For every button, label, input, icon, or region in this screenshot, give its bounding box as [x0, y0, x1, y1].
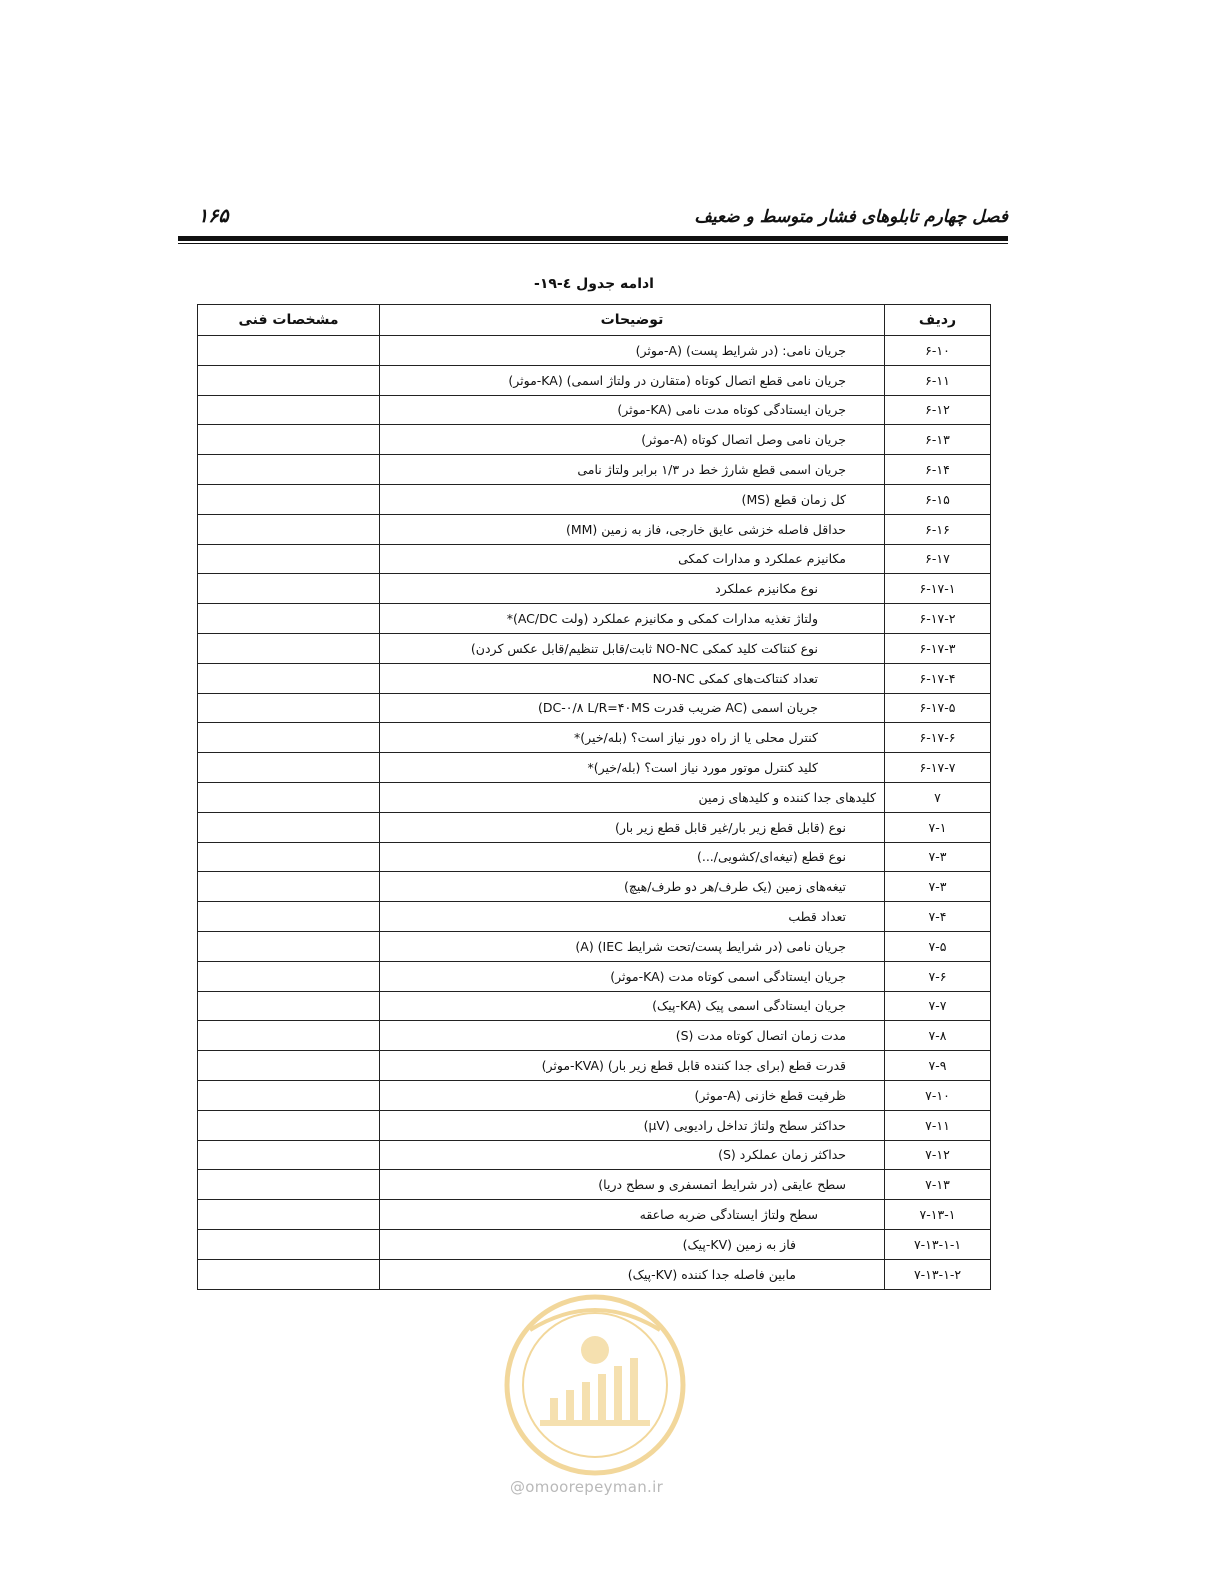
- table-row: [198, 1229, 991, 1259]
- row-number-cell: ۶-۱۰: [885, 336, 991, 366]
- table-row: [198, 663, 991, 693]
- technical-spec-cell[interactable]: [198, 604, 380, 634]
- table-row: [198, 544, 991, 574]
- technical-spec-cell[interactable]: [198, 336, 380, 366]
- description-cell: جریان اسمی قطع شارژ خط در ۱/۳ برابر ولتاژ نامی: [380, 455, 885, 485]
- page-number: ۱۶۵: [198, 205, 229, 227]
- table-row: [198, 633, 991, 663]
- row-number-cell: ۷-۱۳-۱: [885, 1200, 991, 1230]
- technical-spec-cell[interactable]: [198, 1021, 380, 1051]
- technical-spec-cell[interactable]: [198, 1229, 380, 1259]
- table-row: [198, 484, 991, 514]
- description-cell: حداکثر زمان عملکرد (S): [380, 1140, 885, 1170]
- technical-spec-cell[interactable]: [198, 514, 380, 544]
- description-cell: سطح عایقی (در شرایط اتمسفری و سطح دریا): [380, 1170, 885, 1200]
- technical-spec-cell[interactable]: [198, 1140, 380, 1170]
- row-number-cell: ۷-۳: [885, 842, 991, 872]
- row-number-cell: ۷-۸: [885, 1021, 991, 1051]
- technical-spec-cell[interactable]: [198, 872, 380, 902]
- header-rule-thin: [178, 243, 1008, 244]
- technical-spec-cell[interactable]: [198, 1170, 380, 1200]
- technical-spec-cell[interactable]: [198, 425, 380, 455]
- technical-spec-cell[interactable]: [198, 961, 380, 991]
- description-cell: جریان اسمی (AC ضریب قدرت DC-۰/۸ L/R=۴۰MS): [380, 693, 885, 723]
- description-cell: مابین فاصله جدا کننده (KV-پیک): [380, 1259, 885, 1289]
- header-rule: [178, 236, 1008, 241]
- header-technical-spec: مشخصات فنی: [198, 305, 380, 336]
- description-cell: تیغه‌های زمین (یک طرف/هر دو طرف/هیچ): [380, 872, 885, 902]
- table-header-row: [198, 305, 991, 336]
- table-row: [198, 931, 991, 961]
- description-cell: کنترل محلی یا از راه دور نیاز است؟ (بله/خیر)*: [380, 723, 885, 753]
- technical-spec-cell[interactable]: [198, 1080, 380, 1110]
- description-cell: جریان نامی وصل اتصال کوتاه (A-موثر): [380, 425, 885, 455]
- description-cell: سطح ولتاژ ایستادگی ضربه صاعقه: [380, 1200, 885, 1230]
- table-row: [198, 842, 991, 872]
- technical-spec-cell[interactable]: [198, 1110, 380, 1140]
- description-cell: قدرت قطع (برای جدا کننده قابل قطع زیر بار) (KVA-موثر): [380, 1051, 885, 1081]
- technical-spec-cell[interactable]: [198, 991, 380, 1021]
- table-row: [198, 782, 991, 812]
- technical-spec-cell[interactable]: [198, 931, 380, 961]
- header-description: توضیحات: [380, 305, 885, 336]
- table-row: [198, 1200, 991, 1230]
- technical-spec-cell[interactable]: [198, 484, 380, 514]
- technical-spec-cell[interactable]: [198, 633, 380, 663]
- table-row: [198, 1021, 991, 1051]
- table-row: [198, 723, 991, 753]
- table-row: [198, 1140, 991, 1170]
- description-cell: حداقل فاصله خزشی عایق خارجی، فاز به زمین (MM): [380, 514, 885, 544]
- technical-spec-cell[interactable]: [198, 782, 380, 812]
- row-number-cell: ۶-۱۷-۲: [885, 604, 991, 634]
- table-row: [198, 872, 991, 902]
- technical-spec-cell[interactable]: [198, 1259, 380, 1289]
- table-row: [198, 991, 991, 1021]
- technical-spec-cell[interactable]: [198, 544, 380, 574]
- row-number-cell: ۷-۱۲: [885, 1140, 991, 1170]
- row-number-cell: ۶-۱۶: [885, 514, 991, 544]
- spec-table: [197, 304, 991, 1290]
- table-row: [198, 1170, 991, 1200]
- row-number-cell: ۷-۱۳-۱-۱: [885, 1229, 991, 1259]
- technical-spec-cell[interactable]: [198, 753, 380, 783]
- technical-spec-cell[interactable]: [198, 455, 380, 485]
- description-cell: کلیدهای جدا کننده و کلیدهای زمین: [380, 782, 885, 812]
- description-cell: حداکثر سطح ولتاژ تداخل رادیویی (μV): [380, 1110, 885, 1140]
- row-number-cell: ۷-۴: [885, 902, 991, 932]
- description-cell: جریان نامی: (در شرایط پست) (A-موثر): [380, 336, 885, 366]
- technical-spec-cell[interactable]: [198, 1200, 380, 1230]
- row-number-cell: ۶-۱۷-۷: [885, 753, 991, 783]
- table-row: [198, 514, 991, 544]
- row-number-cell: ۶-۱۷-۴: [885, 663, 991, 693]
- row-number-cell: ۶-۱۵: [885, 484, 991, 514]
- technical-spec-cell[interactable]: [198, 723, 380, 753]
- row-number-cell: ۶-۱۷-۶: [885, 723, 991, 753]
- table-row: [198, 812, 991, 842]
- technical-spec-cell[interactable]: [198, 842, 380, 872]
- row-number-cell: ۷-۹: [885, 1051, 991, 1081]
- row-number-cell: ۷-۵: [885, 931, 991, 961]
- description-cell: نوع کنتاکت کلید کمکی NO-NC ثابت/قابل تنظیم/قابل عکس کردن): [380, 633, 885, 663]
- table-row: [198, 455, 991, 485]
- description-cell: مکانیزم عملکرد و مدارات کمکی: [380, 544, 885, 574]
- description-cell: نوع مکانیزم عملکرد: [380, 574, 885, 604]
- description-cell: فاز به زمین (KV-پیک): [380, 1229, 885, 1259]
- table-row: [198, 395, 991, 425]
- description-cell: کل زمان قطع (MS): [380, 484, 885, 514]
- row-number-cell: ۷-۱۱: [885, 1110, 991, 1140]
- technical-spec-cell[interactable]: [198, 812, 380, 842]
- description-cell: ولتاژ تغذیه مدارات کمکی و مکانیزم عملکرد (ولت AC/DC)*: [380, 604, 885, 634]
- technical-spec-cell[interactable]: [198, 693, 380, 723]
- description-cell: نوع قطع (تیغه‌ای/کشویی/...): [380, 842, 885, 872]
- row-number-cell: ۷-۶: [885, 961, 991, 991]
- description-cell: تعداد قطب: [380, 902, 885, 932]
- description-cell: جریان ایستادگی کوتاه مدت نامی (KA-موثر): [380, 395, 885, 425]
- description-cell: مدت زمان اتصال کوتاه مدت (S): [380, 1021, 885, 1051]
- row-number-cell: ۶-۱۷-۳: [885, 633, 991, 663]
- row-number-cell: ۷: [885, 782, 991, 812]
- description-cell: جریان ایستادگی اسمی کوتاه مدت (KA-موثر): [380, 961, 885, 991]
- header-row-number: ردیف: [885, 305, 991, 336]
- technical-spec-cell[interactable]: [198, 1051, 380, 1081]
- row-number-cell: ۶-۱۳: [885, 425, 991, 455]
- table-row: [198, 336, 991, 366]
- table-row: [198, 961, 991, 991]
- row-number-cell: ۶-۱۷: [885, 544, 991, 574]
- table-row: [198, 604, 991, 634]
- description-cell: نوع (قابل قطع زیر بار/غیر قابل قطع زیر بار): [380, 812, 885, 842]
- table-row: [198, 365, 991, 395]
- table-row: [198, 1259, 991, 1289]
- table-row: [198, 753, 991, 783]
- row-number-cell: ۶-۱۴: [885, 455, 991, 485]
- table-body: [198, 336, 991, 1290]
- table-row: [198, 693, 991, 723]
- table-row: [198, 1110, 991, 1140]
- row-number-cell: ۷-۳: [885, 872, 991, 902]
- table-row: [198, 425, 991, 455]
- row-number-cell: ۷-۱: [885, 812, 991, 842]
- description-cell: جریان نامی (در شرایط پست/تحت شرایط IEC) (A): [380, 931, 885, 961]
- table-row: [198, 1080, 991, 1110]
- row-number-cell: ۷-۷: [885, 991, 991, 1021]
- description-cell: کلید کنترل موتور مورد نیاز است؟ (بله/خیر)*: [380, 753, 885, 783]
- watermark-logo-icon: [500, 1270, 690, 1500]
- chapter-title: فصل چهارم تابلوهای فشار متوسط و ضعیف: [694, 207, 1008, 227]
- row-number-cell: ۷-۱۰: [885, 1080, 991, 1110]
- table-caption: ادامه جدول ٤-١٩-: [534, 276, 654, 292]
- table-row: [198, 902, 991, 932]
- technical-spec-cell[interactable]: [198, 365, 380, 395]
- description-cell: جریان نامی قطع اتصال کوتاه (متقارن در ولتاژ اسمی) (KA-موثر): [380, 365, 885, 395]
- technical-spec-cell[interactable]: [198, 574, 380, 604]
- description-cell: جریان ایستادگی اسمی پیک (KA-پیک): [380, 991, 885, 1021]
- row-number-cell: ۷-۱۳: [885, 1170, 991, 1200]
- technical-spec-cell[interactable]: [198, 395, 380, 425]
- technical-spec-cell[interactable]: [198, 663, 380, 693]
- technical-spec-cell[interactable]: [198, 902, 380, 932]
- table-row: [198, 574, 991, 604]
- description-cell: تعداد کنتاکت‌های کمکی NO-NC: [380, 663, 885, 693]
- watermark-site-url: @omoorepeyman.ir: [510, 1478, 664, 1496]
- row-number-cell: ۷-۱۳-۱-۲: [885, 1259, 991, 1289]
- row-number-cell: ۶-۱۲: [885, 395, 991, 425]
- description-cell: ظرفیت قطع خازنی (A-موثر): [380, 1080, 885, 1110]
- row-number-cell: ۶-۱۷-۱: [885, 574, 991, 604]
- row-number-cell: ۶-۱۷-۵: [885, 693, 991, 723]
- table-row: [198, 1051, 991, 1081]
- row-number-cell: ۶-۱۱: [885, 365, 991, 395]
